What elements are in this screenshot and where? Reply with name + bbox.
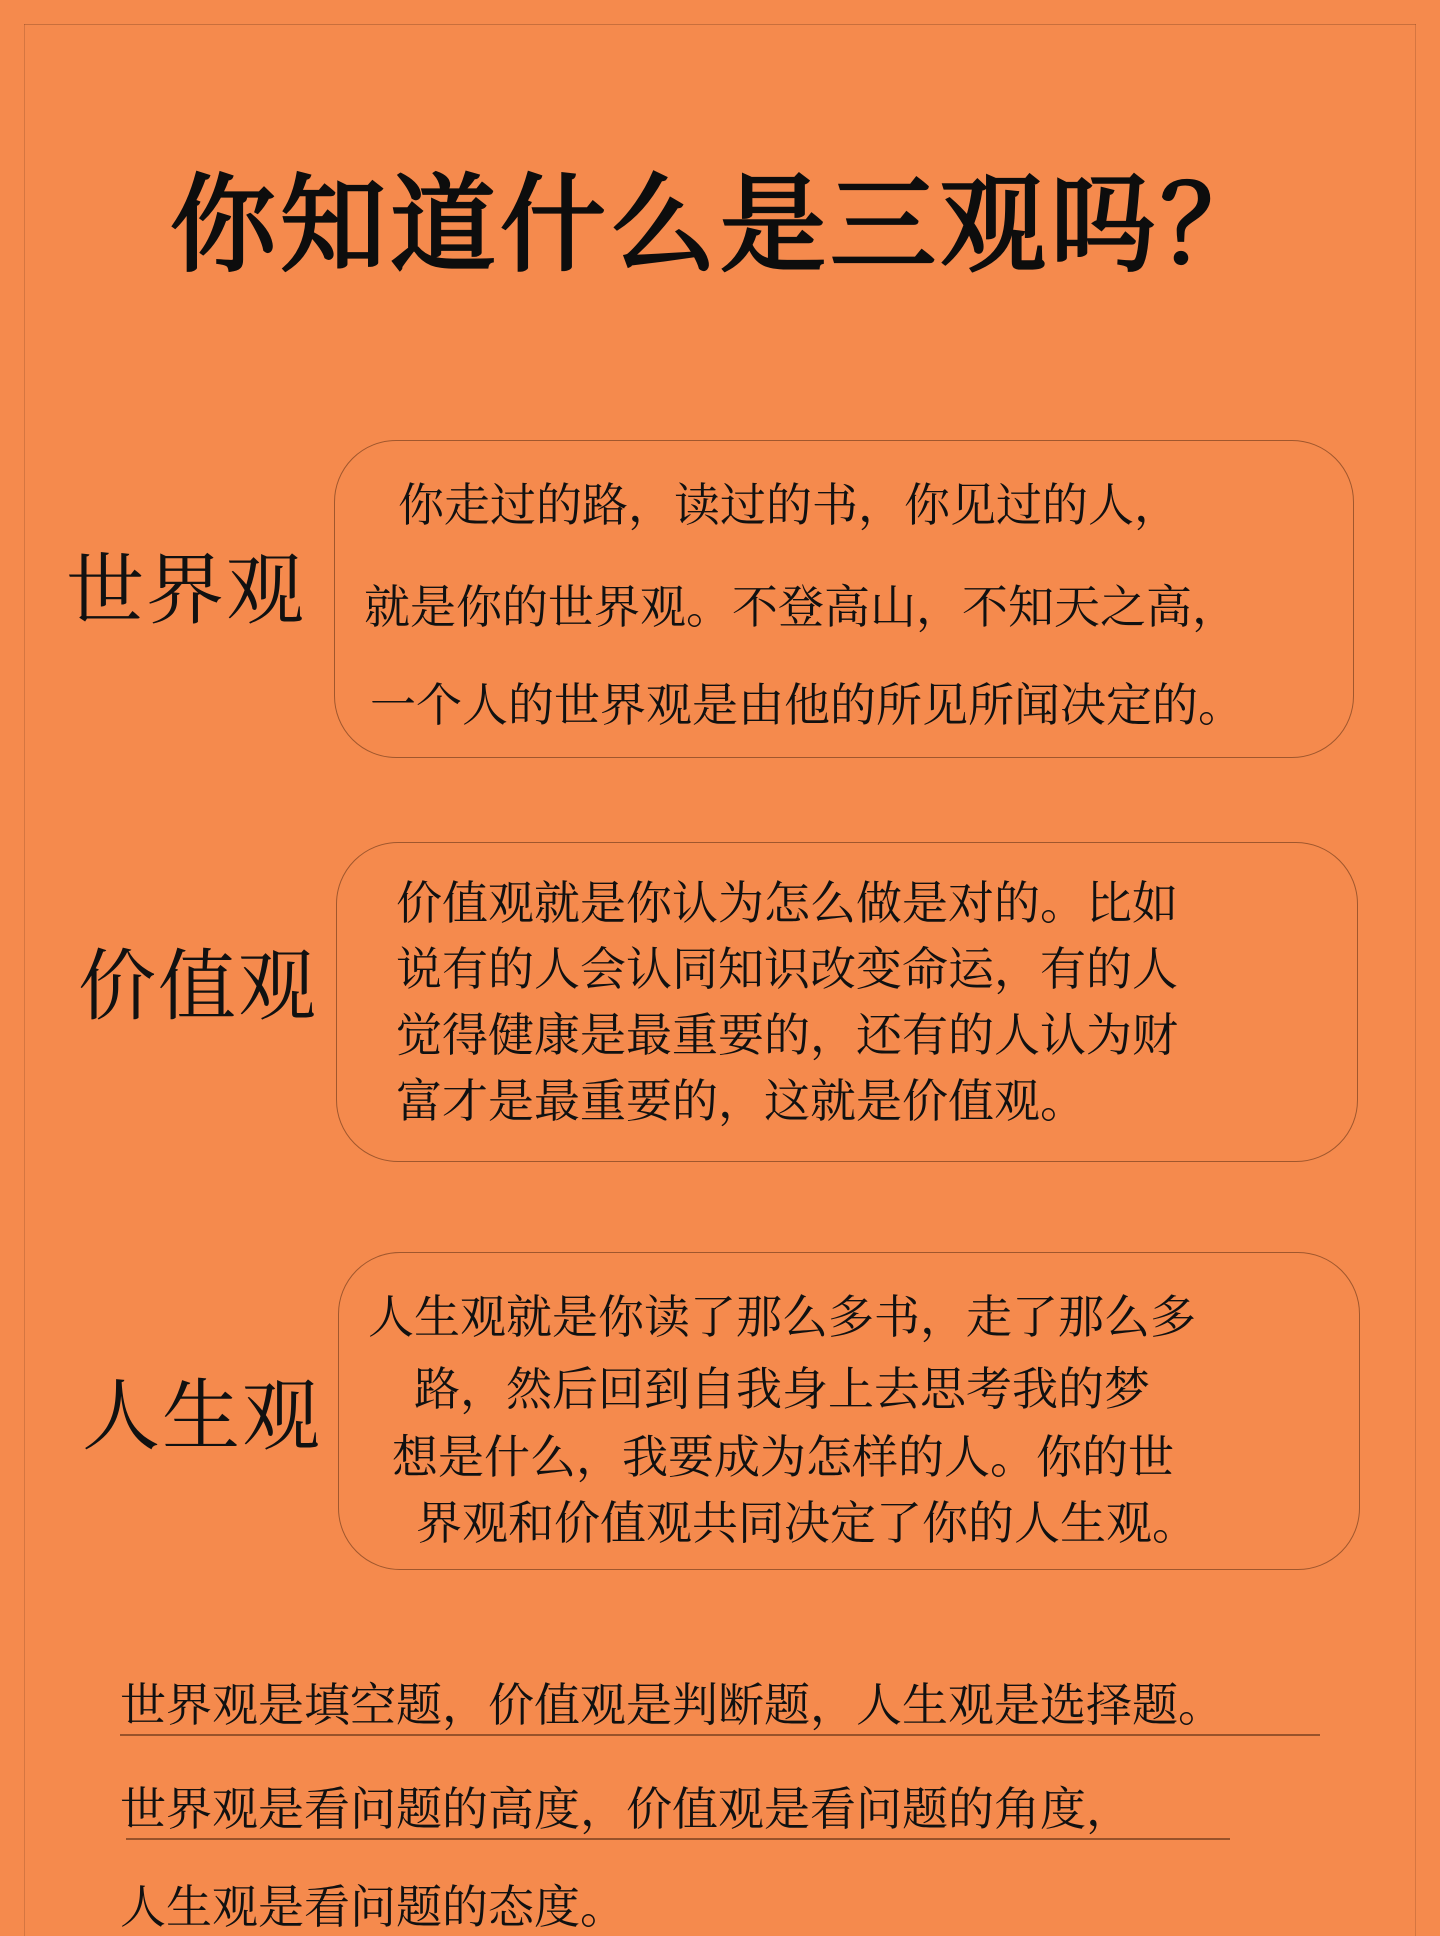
section-text-line: 路，然后回到自我身上去思考我的梦 [414,1362,1150,1416]
section-text-line: 界观和价值观共同决定了你的人生观。 [416,1496,1198,1550]
summary-line: 世界观是看问题的高度，价值观是看问题的角度， [120,1782,1132,1836]
section-text-line: 你走过的路，读过的书，你见过的人， [398,478,1180,532]
section-text-line: 说有的人会认同知识改变命运，有的人 [396,942,1178,996]
frame-top-line [24,24,1416,25]
page-title: 你知道什么是三观吗？ [170,164,1270,287]
frame-left-line [24,24,25,1936]
section-text-line: 一个人的世界观是由他的所见所闻决定的。 [370,678,1244,732]
section-label: 价值观 [78,942,319,1032]
summary-line: 世界观是填空题，价值观是判断题，人生观是选择题。 [120,1678,1224,1732]
summary-underline [120,1734,1320,1736]
summary-line: 人生观是看问题的态度。 [120,1880,626,1934]
summary-underline [126,1838,1230,1840]
section-text-line: 就是你的世界观。不登高山，不知天之高， [364,580,1238,634]
section-text-line: 价值观就是你认为怎么做是对的。比如 [396,876,1178,930]
section-text-line: 觉得健康是最重要的，还有的人认为财 [396,1008,1178,1062]
frame-right-line [1415,24,1416,1936]
section-label: 人生观 [82,1372,323,1462]
section-label: 世界观 [66,546,307,636]
section-text-line: 人生观就是你读了那么多书，走了那么多 [368,1290,1196,1344]
section-text-line: 想是什么，我要成为怎样的人。你的世 [392,1430,1174,1484]
section-text-line: 富才是最重要的，这就是价值观。 [396,1074,1086,1128]
